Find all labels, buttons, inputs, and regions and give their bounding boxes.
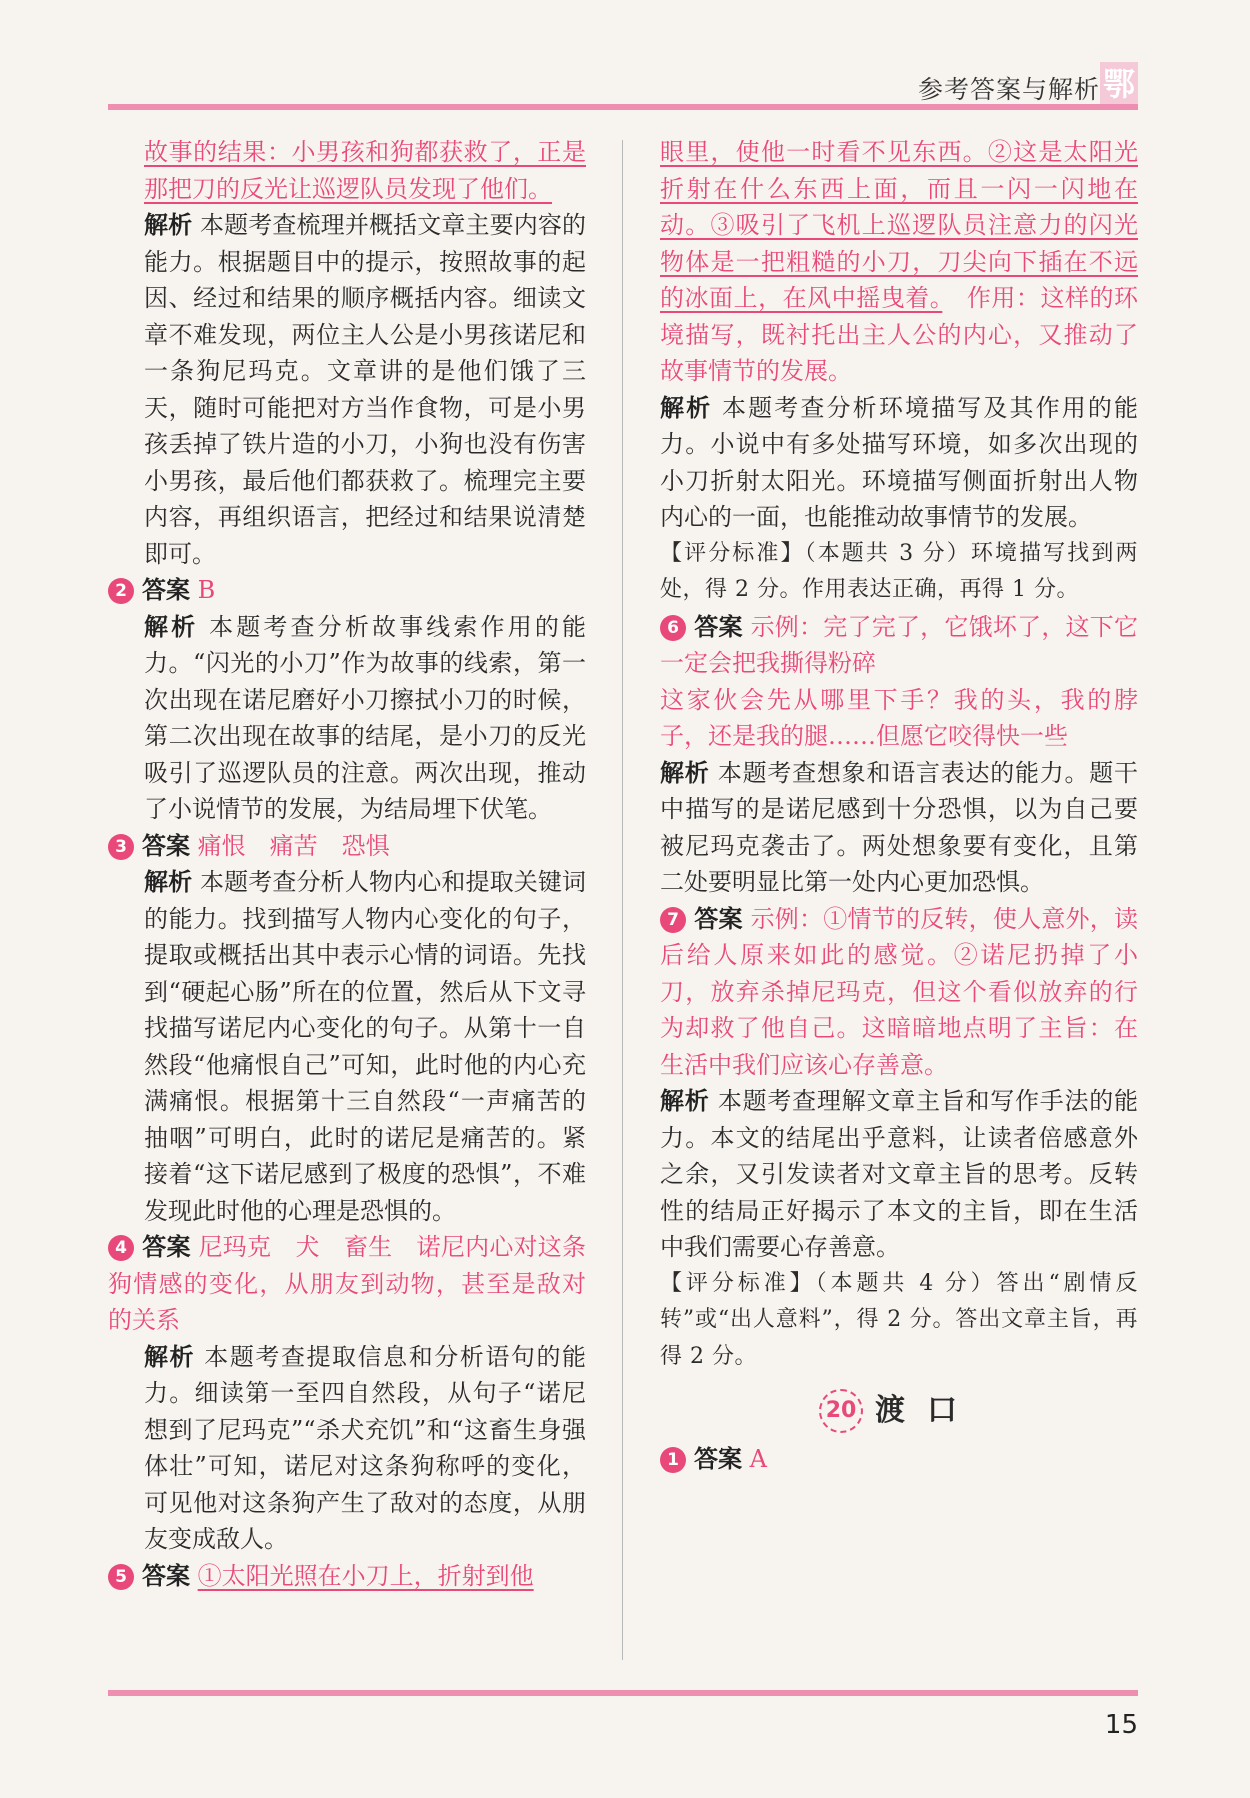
question-6-answer xyxy=(660,609,1138,682)
answer-continuation: 故事的结果：小男孩和狗都获救了，正是那把刀的反光让巡逻队员发现了他们。 xyxy=(144,138,586,203)
answer-label: 答案 xyxy=(694,903,743,933)
question-number: 2 xyxy=(108,578,134,604)
answer-label: 答案 xyxy=(142,1560,190,1590)
answer-label: 答案 xyxy=(142,1232,191,1261)
analysis-label: 解析 xyxy=(144,1341,196,1371)
analysis-text: 本题考查分析环境描写及其作用的能力。小说中有多处描写环境，如多次出现的小刀折射太阳光。环境描写侧面折射出人物内心的一面，也能推动故事情节的发展。 xyxy=(660,393,1138,531)
analysis-label: 解析 xyxy=(144,611,199,641)
section-heading xyxy=(660,1389,1138,1433)
section-question-1-answer xyxy=(660,1441,1138,1478)
answer-label: 答案 xyxy=(694,1444,742,1473)
header-badge: 鄂 xyxy=(1100,62,1138,106)
question-5-scoring: 【评分标准】（本题共 3 分）环境描写找到两处，得 2 分。作用表达正确，再得 1 分。 xyxy=(660,540,1138,602)
question-number: 1 xyxy=(660,1447,686,1473)
question-number: 7 xyxy=(660,907,686,933)
answer-text: 示例：①情节的反转，使人意外，读后给人原来如此的感觉。②诺尼扔掉了小刀，放弃杀掉尼玛克，但这个看似放弃的行为却救了他自己。这暗暗地点明了主旨：在生活中我们应该心存善意。 xyxy=(660,904,1139,1079)
question-6-analysis xyxy=(660,755,1138,901)
answer-label: 答案 xyxy=(142,575,190,604)
analysis-label: 解析 xyxy=(660,1086,710,1115)
analysis-label: 解析 xyxy=(660,757,710,787)
analysis-text: 本题考查想象和语言表达的能力。题干中描写的是诺尼感到十分恐惧，以为自己要被尼玛克袭击了。两处想象要有变化，且第二处要明显比第一处内心更加恐惧。 xyxy=(660,758,1138,896)
right-column xyxy=(660,134,1138,1478)
question-5-answer-continued xyxy=(660,134,1138,390)
analysis-text: 本题考查梳理并概括文章主要内容的能力。根据题目中的提示，按照故事的起因、经过和结果的顺序概括内容。细读文章不难发现，两位主人公是小男孩诺尼和一条狗尼玛克。文章讲的是他们饿了三天，随时可能把对方当作食物，可是小男孩丢掉了铁片造的小刀，小狗也没有伤害小男孩，最后他们都获救了。梳理完主要内容，再组织语言，把经过和结果说清楚即可。 xyxy=(144,211,586,568)
question-number: 6 xyxy=(660,615,686,641)
answer-text: ①太阳光照在小刀上，折射到他 xyxy=(197,1561,534,1590)
question-7-scoring: 【评分标准】（本题共 4 分）答出“剧情反转”或“出人意料”，得 2 分。答出文章主旨，再得 2 分。 xyxy=(660,1270,1138,1369)
question-4-analysis xyxy=(108,1339,586,1558)
analysis-1 xyxy=(108,207,586,572)
analysis-label: 解析 xyxy=(660,392,713,422)
section-title: 渡口 xyxy=(875,1393,979,1428)
analysis-label: 解析 xyxy=(144,210,193,239)
top-rule xyxy=(108,104,1138,110)
question-5-analysis xyxy=(660,390,1138,536)
bottom-rule xyxy=(108,1690,1138,1696)
analysis-text: 本题考查分析人物内心和提取关键词的能力。找到描写人物内心变化的句子，提取或概括出其中表示心情的词语。先找到“硬起心肠”所在的位置，然后从下文寻找描写诺尼内心变化的句子。从第十一自然段“他痛恨自己”可知，此时他的内心充满痛恨。根据第十三自然段“一声痛苦的抽咽”可明白，此时的诺尼是痛苦的。紧接着“这下诺尼感到了极度的恐惧”，不难发现此时他的心理是恐惧的。 xyxy=(144,868,586,1225)
analysis-label: 解析 xyxy=(144,867,193,896)
question-number: 3 xyxy=(108,834,134,860)
answer-text: 痛恨 痛苦 恐惧 xyxy=(197,831,390,860)
answer-label: 答案 xyxy=(694,611,743,641)
question-number: 4 xyxy=(108,1235,134,1261)
answer-effect: 作用：这样的环境描写，既衬托出主人公的内心，又推动了故事情节的发展。 xyxy=(660,284,1139,385)
answer-label: 答案 xyxy=(142,830,190,860)
left-column xyxy=(108,134,586,1594)
answer-text: 尼玛克 犬 畜生 诺尼内心对这条狗情感的变化，从朋友到动物，甚至是敌对的关系 xyxy=(108,1233,587,1334)
question-7-answer xyxy=(660,901,1138,1084)
answer-text: B xyxy=(197,576,216,604)
question-2-analysis xyxy=(108,609,586,828)
section-number: 20 xyxy=(819,1389,863,1433)
question-6-answer-2: 这家伙会先从哪里下手？我的头，我的脖子，还是我的腿……但愿它咬得快一些 xyxy=(660,685,1138,750)
question-4-answer xyxy=(108,1229,586,1339)
question-3-answer xyxy=(108,828,586,865)
answer-text: A xyxy=(749,1445,767,1473)
column-divider xyxy=(622,140,623,1660)
question-7-analysis xyxy=(660,1083,1138,1266)
analysis-text: 本题考查分析故事线索作用的能力。“闪光的小刀”作为故事的线索，第一次出现在诺尼磨好小刀擦拭小刀的时候，第二次出现在故事的结尾，是小刀的反光吸引了巡逻队员的注意。两次出现，推动了小说情节的发展，为结局埋下伏笔。 xyxy=(144,612,586,823)
analysis-text: 本题考查提取信息和分析语句的能力。细读第一至四自然段，从句子“诺尼想到了尼玛克”“杀犬充饥”和“这畜生身强体壮”可知，诺尼对这条狗称呼的变化，可见他对这条狗产生了敌对的态度，从朋友变成敌人。 xyxy=(144,1342,587,1553)
question-2-answer xyxy=(108,572,586,609)
question-3-analysis xyxy=(108,864,586,1229)
answer-underlined: 眼里，使他一时看不见东西。②这是太阳光折射在什么东西上面，而且一闪一闪地在动。③吸引了飞机上巡逻队员注意力的闪光物体是一把粗糙的小刀，刀尖向下插在不远的冰面上，在风中摇曳着。 xyxy=(660,138,1138,312)
analysis-text: 本题考查理解文章主旨和写作手法的能力。本文的结尾出乎意料，让读者倍感意外之余，又引发读者对文章主旨的思考。反转性的结局正好揭示了本文的主旨，即在生活中我们需要心存善意。 xyxy=(660,1087,1138,1261)
header-title: 参考答案与解析 xyxy=(917,75,1100,104)
answer-text: 示例：完了完了，它饿坏了，这下它一定会把我撕得粉碎 xyxy=(660,612,1139,677)
question-number: 5 xyxy=(108,1564,134,1590)
page-number: 15 xyxy=(1104,1710,1138,1740)
question-5-answer xyxy=(108,1558,586,1595)
